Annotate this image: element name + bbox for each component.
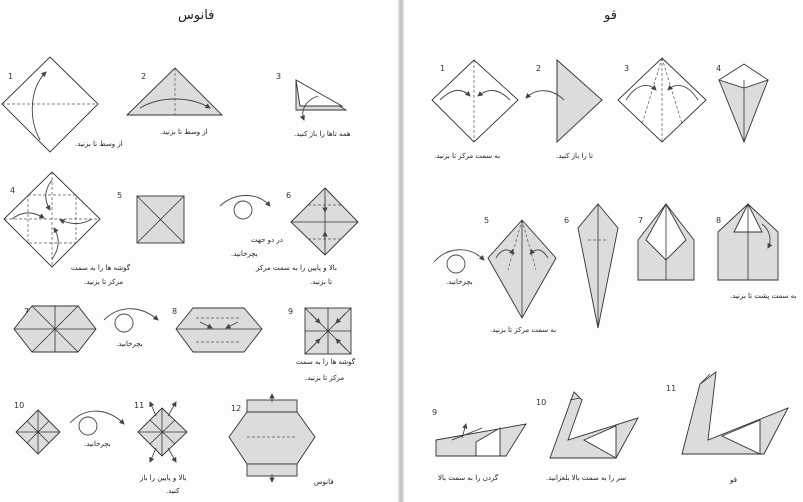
lantern-step-8-diagram	[176, 308, 262, 352]
swan-caption-step-5b: به سمت مرکز تا بزنید.	[490, 326, 557, 334]
swan-caption-step-10: سر را به سمت بالا بلغزانید.	[546, 474, 627, 482]
swan-step-8-diagram	[718, 204, 778, 280]
swan-turn-over-arrow-5	[434, 250, 484, 273]
swan-caption-step-5a: بچرخانید.	[446, 278, 473, 286]
swan-step-7-diagram	[638, 204, 694, 280]
lantern-step-number-11: 11	[134, 401, 145, 410]
lantern-step-10-diagram	[16, 410, 60, 454]
right-page-swan	[404, 0, 803, 502]
lantern-caption-step-7: بچرخانید.	[116, 340, 143, 348]
swan-caption-step-9: گردن را به سمت بالا	[438, 474, 499, 482]
lantern-step-9-diagram	[305, 308, 351, 354]
lantern-diagrams	[0, 0, 398, 502]
swan-step-number-9: 9	[432, 408, 438, 417]
lantern-caption-step-4-line-1: گوشه ها را به سمت	[71, 264, 131, 272]
swan-step-number-2: 2	[536, 64, 542, 73]
lantern-step-number-4: 4	[10, 186, 16, 195]
left-page-lantern	[0, 0, 398, 502]
lantern-caption-step-2: از وسط تا بزنید.	[160, 128, 208, 136]
lantern-caption-step-1: از وسط تا بزنید.	[75, 140, 123, 148]
swan-caption-step-1: به سمت مرکز تا بزنید.	[434, 152, 501, 160]
swan-step-number-5: 5	[484, 216, 490, 225]
lantern-caption-step-11-line-1: بالا و پایین را باز	[140, 474, 187, 482]
lantern-step-number-7: 7	[24, 307, 30, 316]
lantern-step-number-3: 3	[276, 72, 282, 81]
lantern-caption-step-9-line-1: گوشه ها را به سمت	[296, 358, 356, 366]
swan-step-5-diagram	[488, 220, 556, 318]
lantern-caption-step-3: همه تاها را باز کنید.	[294, 130, 351, 138]
lantern-step-5-diagram	[137, 196, 184, 243]
swan-caption-step-2: تا را باز کنید.	[556, 152, 593, 160]
swan-diagrams	[404, 0, 803, 502]
lantern-page-title: فانوس	[178, 8, 215, 23]
lantern-step-12-final	[229, 394, 315, 482]
lantern-step-number-8: 8	[172, 307, 178, 316]
lantern-caption-step-11-line-2: کنید.	[166, 487, 180, 495]
lantern-step-number-2: 2	[141, 72, 147, 81]
swan-step-number-3: 3	[624, 64, 630, 73]
swan-step-4-diagram	[719, 64, 768, 142]
lantern-step-number-10: 10	[14, 401, 25, 410]
lantern-step-3-diagram	[296, 80, 346, 120]
lantern-turn-over-arrow-7	[104, 309, 158, 332]
lantern-step-number-9: 9	[288, 307, 294, 316]
swan-step-6-diagram	[578, 204, 618, 328]
swan-step-11-final	[682, 372, 788, 454]
swan-step-9-diagram	[436, 424, 526, 456]
lantern-step-6-diagram	[291, 188, 358, 255]
lantern-turn-over-arrow-5	[220, 196, 270, 220]
swan-caption-step-8: به سمت پشت تا بزنید.	[730, 292, 797, 300]
swan-step-10-diagram	[550, 392, 638, 458]
swan-step-number-7: 7	[638, 216, 644, 225]
swan-step-number-10: 10	[536, 398, 547, 407]
swan-step-number-4: 4	[716, 64, 722, 73]
swan-step-3-diagram	[618, 58, 706, 142]
lantern-turn-over-arrow-10	[70, 411, 124, 435]
lantern-caption-step-10: بچرخانید.	[84, 440, 111, 448]
swan-step-number-8: 8	[716, 216, 722, 225]
swan-step-number-1: 1	[440, 64, 446, 73]
swan-step-number-11: 11	[666, 384, 677, 393]
lantern-step-11-diagram	[138, 402, 187, 462]
lantern-caption-step-5-line-1: در دو جهت	[251, 236, 283, 244]
lantern-caption-step-12: فانوس	[314, 478, 334, 486]
lantern-step-4-diagram	[4, 172, 100, 267]
lantern-caption-step-9-line-2: مرکز تا بزنید.	[305, 374, 345, 382]
swan-caption-step-11: قو	[730, 476, 737, 484]
lantern-caption-step-5-line-2: بچرخانید.	[231, 250, 258, 258]
lantern-step-number-1: 1	[8, 72, 14, 81]
lantern-step-number-5: 5	[117, 191, 123, 200]
lantern-caption-step-6-line-1: بالا و پایین را به سمت مرکز	[256, 264, 337, 272]
swan-step-number-6: 6	[564, 216, 570, 225]
lantern-caption-step-4-line-2: مرکز تا بزنید.	[84, 278, 124, 286]
swan-page-title: قو	[604, 8, 617, 23]
lantern-step-number-6: 6	[286, 191, 292, 200]
lantern-step-number-12: 12	[231, 404, 242, 413]
lantern-caption-step-6-line-2: تا بزنید.	[310, 278, 333, 286]
